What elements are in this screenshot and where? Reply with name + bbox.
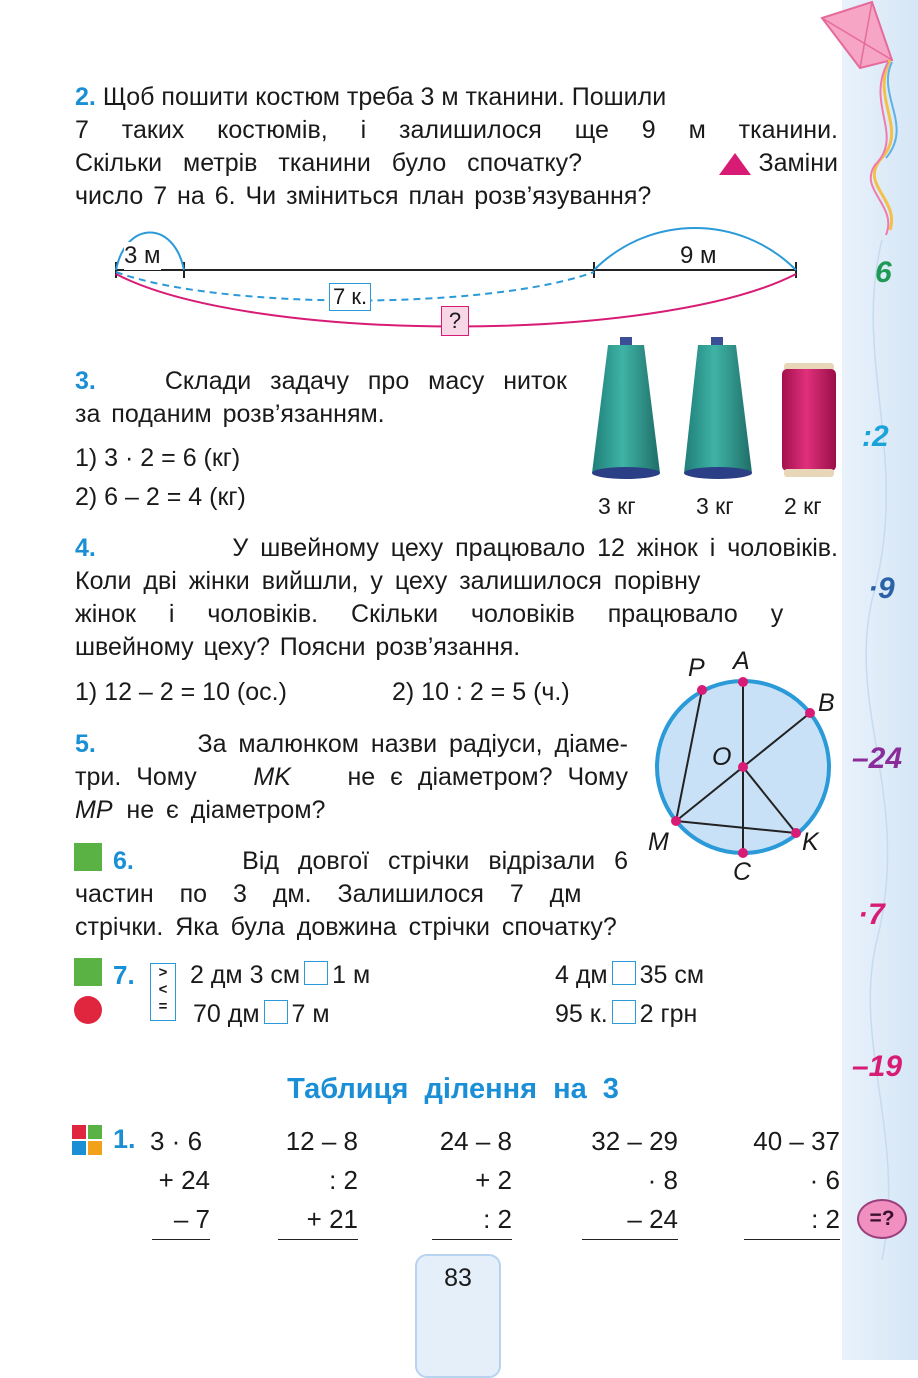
task2-text (75, 81, 838, 213)
label-9m: 9 м (680, 242, 717, 269)
expr-bottom: : 2 (744, 1200, 840, 1240)
expression-column (430, 1122, 512, 1240)
task7-number: 7. (113, 960, 135, 990)
expr-top: 40 – 37 (753, 1126, 840, 1156)
expr-mid: : 2 (329, 1165, 358, 1195)
task4-line: жінок і чоловіків. Скільки чоловіків працювало у (75, 600, 784, 628)
expr-top: 32 – 29 (591, 1126, 678, 1156)
spool-label: 3 кг (696, 493, 734, 519)
red-circle-icon (74, 996, 102, 1024)
expr-bottom: – 24 (582, 1200, 678, 1240)
point-label: M (648, 828, 669, 856)
task2-number: 2. (75, 83, 96, 111)
point-label: C (733, 858, 752, 886)
answer-box[interactable] (304, 961, 328, 985)
point-label: B (818, 689, 835, 717)
expression-column (150, 1122, 210, 1240)
sidebar-item: ·7 (858, 898, 885, 931)
task6-number: 6. (113, 847, 134, 875)
task2-line: Щоб пошити костюм треба 3 м тканини. Пошили (102, 83, 667, 111)
compare-right: 2 грн (639, 1000, 698, 1028)
label-question: ? (441, 306, 469, 336)
answer-box[interactable] (612, 961, 636, 985)
sidebar-item: –19 (852, 1050, 903, 1083)
point-label: O (712, 743, 732, 771)
answer-box[interactable] (264, 1000, 288, 1024)
task5-text (75, 728, 628, 827)
green-square-icon (74, 958, 102, 986)
compare-item (190, 959, 370, 992)
compare-item (193, 998, 330, 1031)
task3-step: 1) 3 · 2 = 6 (кг) (75, 444, 241, 472)
task4-line: У швейному цеху працювало 12 жінок і чоловіків. (232, 534, 838, 562)
sidebar-item: :2 (862, 420, 889, 453)
spool-label: 3 кг (598, 493, 636, 519)
compare-left: 70 дм (193, 1000, 260, 1028)
task3-line: за поданим розв’язанням. (75, 400, 385, 428)
task2-line: 7 таких костюмів, і залишилося ще 9 м тканини. (75, 116, 838, 144)
task5-line: не є діаметром? (126, 796, 326, 824)
task6-text (75, 845, 628, 944)
answer-icon: =? (857, 1199, 907, 1239)
compare-item (555, 998, 697, 1031)
answer-box[interactable] (612, 1000, 636, 1024)
segment-name: MK (253, 763, 291, 791)
task3-text (75, 365, 567, 431)
compare-left: 2 дм 3 см (190, 961, 301, 989)
task2-line: Скільки метрів тканини було спочатку? (75, 149, 583, 177)
sign: < (158, 981, 168, 998)
task4-line: швейному цеху? Поясни розв’язання. (75, 633, 521, 661)
expr-top: 12 – 8 (285, 1126, 358, 1156)
task3-step: 2) 6 – 2 = 4 (кг) (75, 483, 246, 511)
expr-mid: + 24 (158, 1165, 210, 1195)
triangle-icon (718, 151, 752, 177)
sidebar-item: ·9 (868, 572, 895, 605)
section-title: Таблиця ділення на 3 (287, 1073, 619, 1105)
expression-column (578, 1122, 678, 1240)
spool-label: 2 кг (784, 493, 822, 519)
task6-line: Від довгої стрічки відрізали 6 (242, 847, 628, 875)
task2-line: Заміни (758, 149, 838, 177)
task5-line: За малюнком назви радіуси, діаме- (197, 730, 628, 758)
page-number: 83 (415, 1254, 501, 1378)
sign: > (158, 964, 168, 981)
task4-step: 1) 12 – 2 = 10 (ос.) (75, 678, 287, 706)
expr-mid: · 8 (647, 1165, 678, 1195)
task6-line: частин по 3 дм. Залишилося 7 дм (75, 880, 582, 908)
task3-number: 3. (75, 367, 96, 395)
task4-number: 4. (75, 534, 96, 562)
exercise1-number: 1. (113, 1124, 136, 1154)
label-7k: 7 к. (329, 283, 371, 311)
point-label: P (688, 654, 705, 682)
sidebar-item: –24 (852, 742, 903, 775)
compare-left: 4 дм (555, 961, 608, 989)
task4-line: Коли дві жінки вийшли, у цеху залишилося порівну (75, 567, 701, 595)
expression-column (740, 1122, 840, 1240)
task2-line: число 7 на 6. Чи зміниться план розв’язування? (75, 182, 652, 210)
segment-name: MP (75, 796, 113, 824)
comparison-signs (150, 963, 176, 1021)
task6-line: стрічки. Яка була довжина стрічки спочатку? (75, 913, 617, 941)
compare-item (555, 959, 704, 992)
task5-number: 5. (75, 730, 96, 758)
compare-right: 35 см (639, 961, 705, 989)
expr-bottom: : 2 (432, 1200, 512, 1240)
compare-right: 7 м (291, 1000, 330, 1028)
point-label: A (733, 647, 750, 675)
expr-top: 3 · 6 (150, 1126, 203, 1156)
expr-bottom: + 21 (278, 1200, 358, 1240)
expr-mid: · 6 (809, 1165, 840, 1195)
four-squares-icon (72, 1125, 102, 1155)
point-label: K (802, 828, 819, 856)
label-3m: 3 м (124, 242, 161, 269)
task5-line: не є діаметром? Чому (347, 763, 628, 791)
compare-left: 95 к. (555, 1000, 608, 1028)
task3-line: Склади задачу про масу ниток (164, 367, 567, 395)
compare-right: 1 м (332, 961, 371, 989)
task5-line: три. Чому (75, 763, 197, 791)
expr-bottom: – 7 (152, 1200, 210, 1240)
expr-top: 24 – 8 (439, 1126, 512, 1156)
expr-mid: + 2 (475, 1165, 512, 1195)
sidebar-item: 6 (875, 256, 892, 289)
thread-spools-image (588, 335, 848, 485)
expression-column (277, 1122, 358, 1240)
sign: = (158, 998, 168, 1015)
task4-step: 2) 10 : 2 = 5 (ч.) (392, 678, 570, 706)
